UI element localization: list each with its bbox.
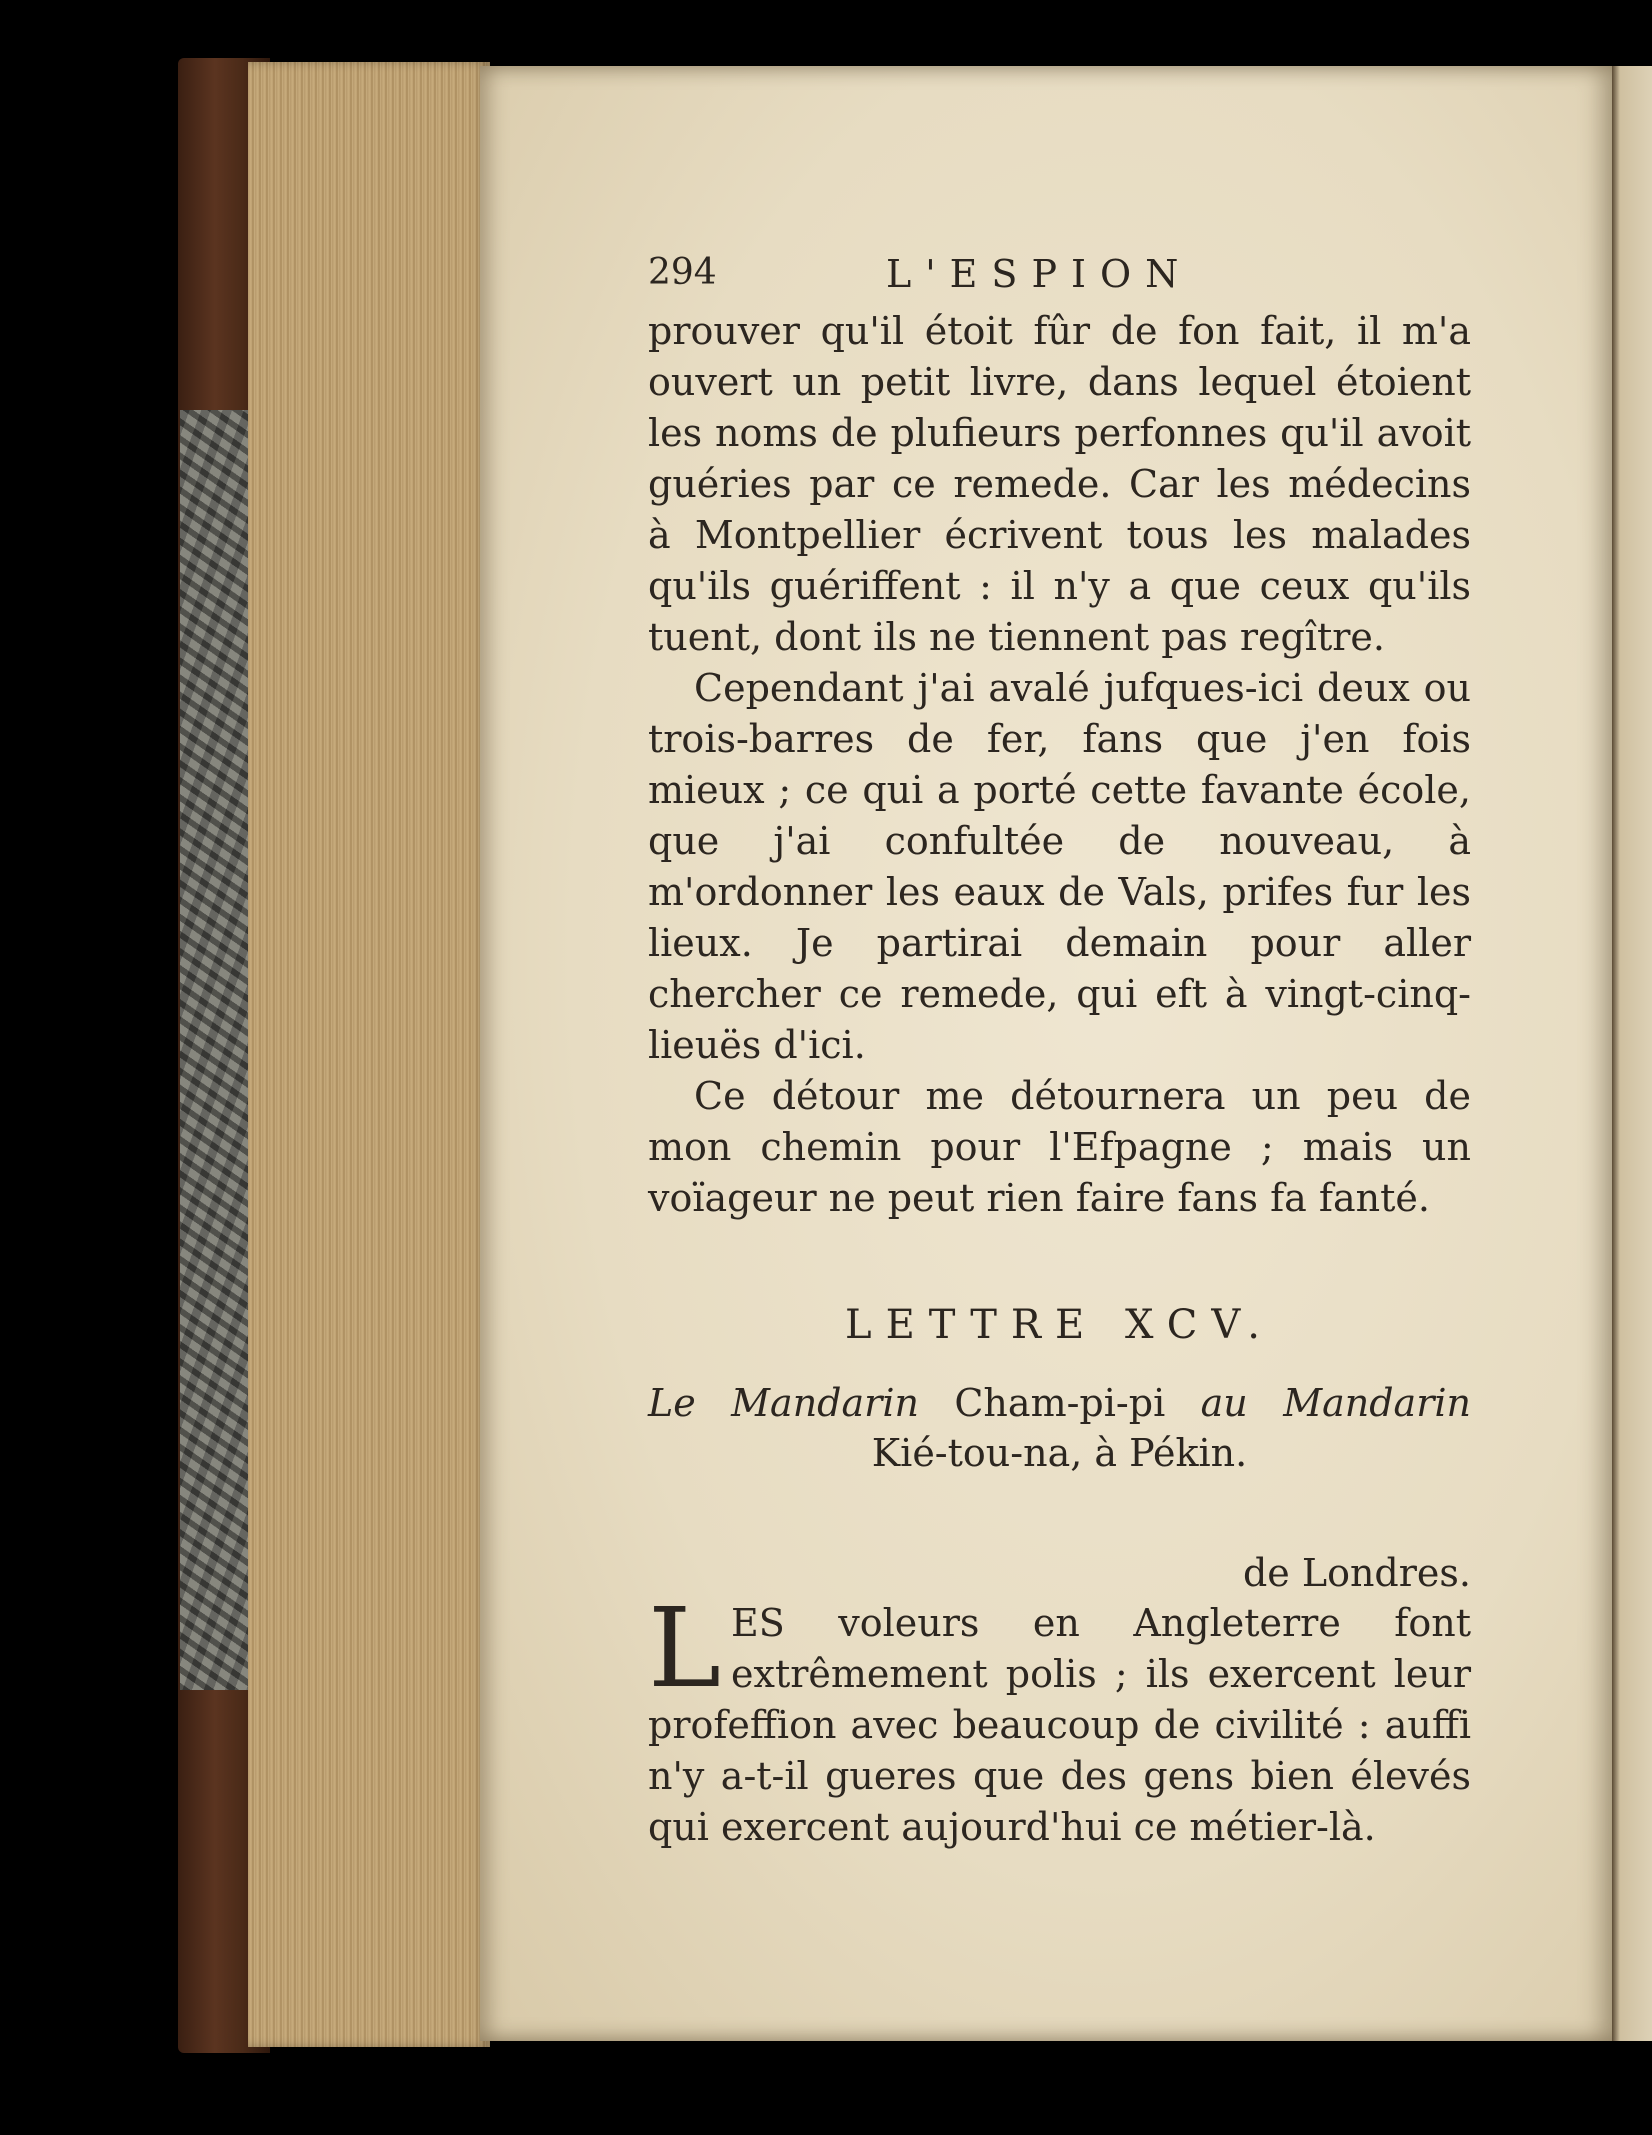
page-number: 294 [648, 252, 717, 293]
running-title: L'ESPION [886, 252, 1193, 296]
subtitle-line-2: Kié-tou-na, à Pékin. [871, 1431, 1248, 1475]
subtitle-le: Le [648, 1381, 696, 1425]
subtitle-mandarin-2: Mandarin [1283, 1381, 1471, 1425]
page-text [648, 240, 1471, 1853]
page-header [648, 240, 1471, 306]
paragraph-2: Cependant j'ai avalé jufques-ici deux ou trois-barres de fer, fans que j'en fois mieux ; ce qui a porté cette favante école, que j'ai confultée de nouveau, à m'ordonner les eaux de Vals, prifes fur les lieux. Je partirai demain pour aller chercher ce remede, qui eft à vingt-cinq-lieuës d'ici. [648, 666, 1471, 1067]
letter-body-text: ES voleurs en Angleterre font extrêmement polis ; ils exercent leur profeffion avec beaucoup de civilité : auffi n'y a-t-il gueres que des gens bien élevés qui exercent aujourd'hui ce métier-là. [648, 1601, 1471, 1849]
letter-subtitle [648, 1378, 1471, 1478]
facing-page-edge [1612, 66, 1652, 2041]
drop-cap: L [648, 1584, 722, 1712]
paragraph-3: Ce détour me détournera un peu de mon chemin pour l'Efpagne ; mais un voïageur ne peut rien faire fans fa fanté. [648, 1074, 1471, 1220]
subtitle-name-1: Cham-pi-pi [954, 1381, 1166, 1425]
dateline: de Londres. [1242, 1551, 1471, 1595]
paragraph-1: prouver qu'il étoit fûr de fon fait, il m'a ouvert un petit livre, dans lequel étoient les noms de plufieurs perfonnes qu'il avoit guéries par ce remede. Car les médecins à Montpellier écrivent tous les malades qu'ils guériffent : il n'y a que ceux qu'ils tuent, dont ils ne tiennent pas regître. [648, 309, 1471, 659]
letter-title: LETTRE XCV. [845, 1302, 1274, 1348]
page-edges [248, 62, 490, 2047]
subtitle-au: au [1200, 1381, 1248, 1425]
subtitle-mandarin-1: Mandarin [731, 1381, 919, 1425]
marbled-cover-paper [180, 410, 250, 1690]
letter-body [648, 1584, 1471, 1853]
